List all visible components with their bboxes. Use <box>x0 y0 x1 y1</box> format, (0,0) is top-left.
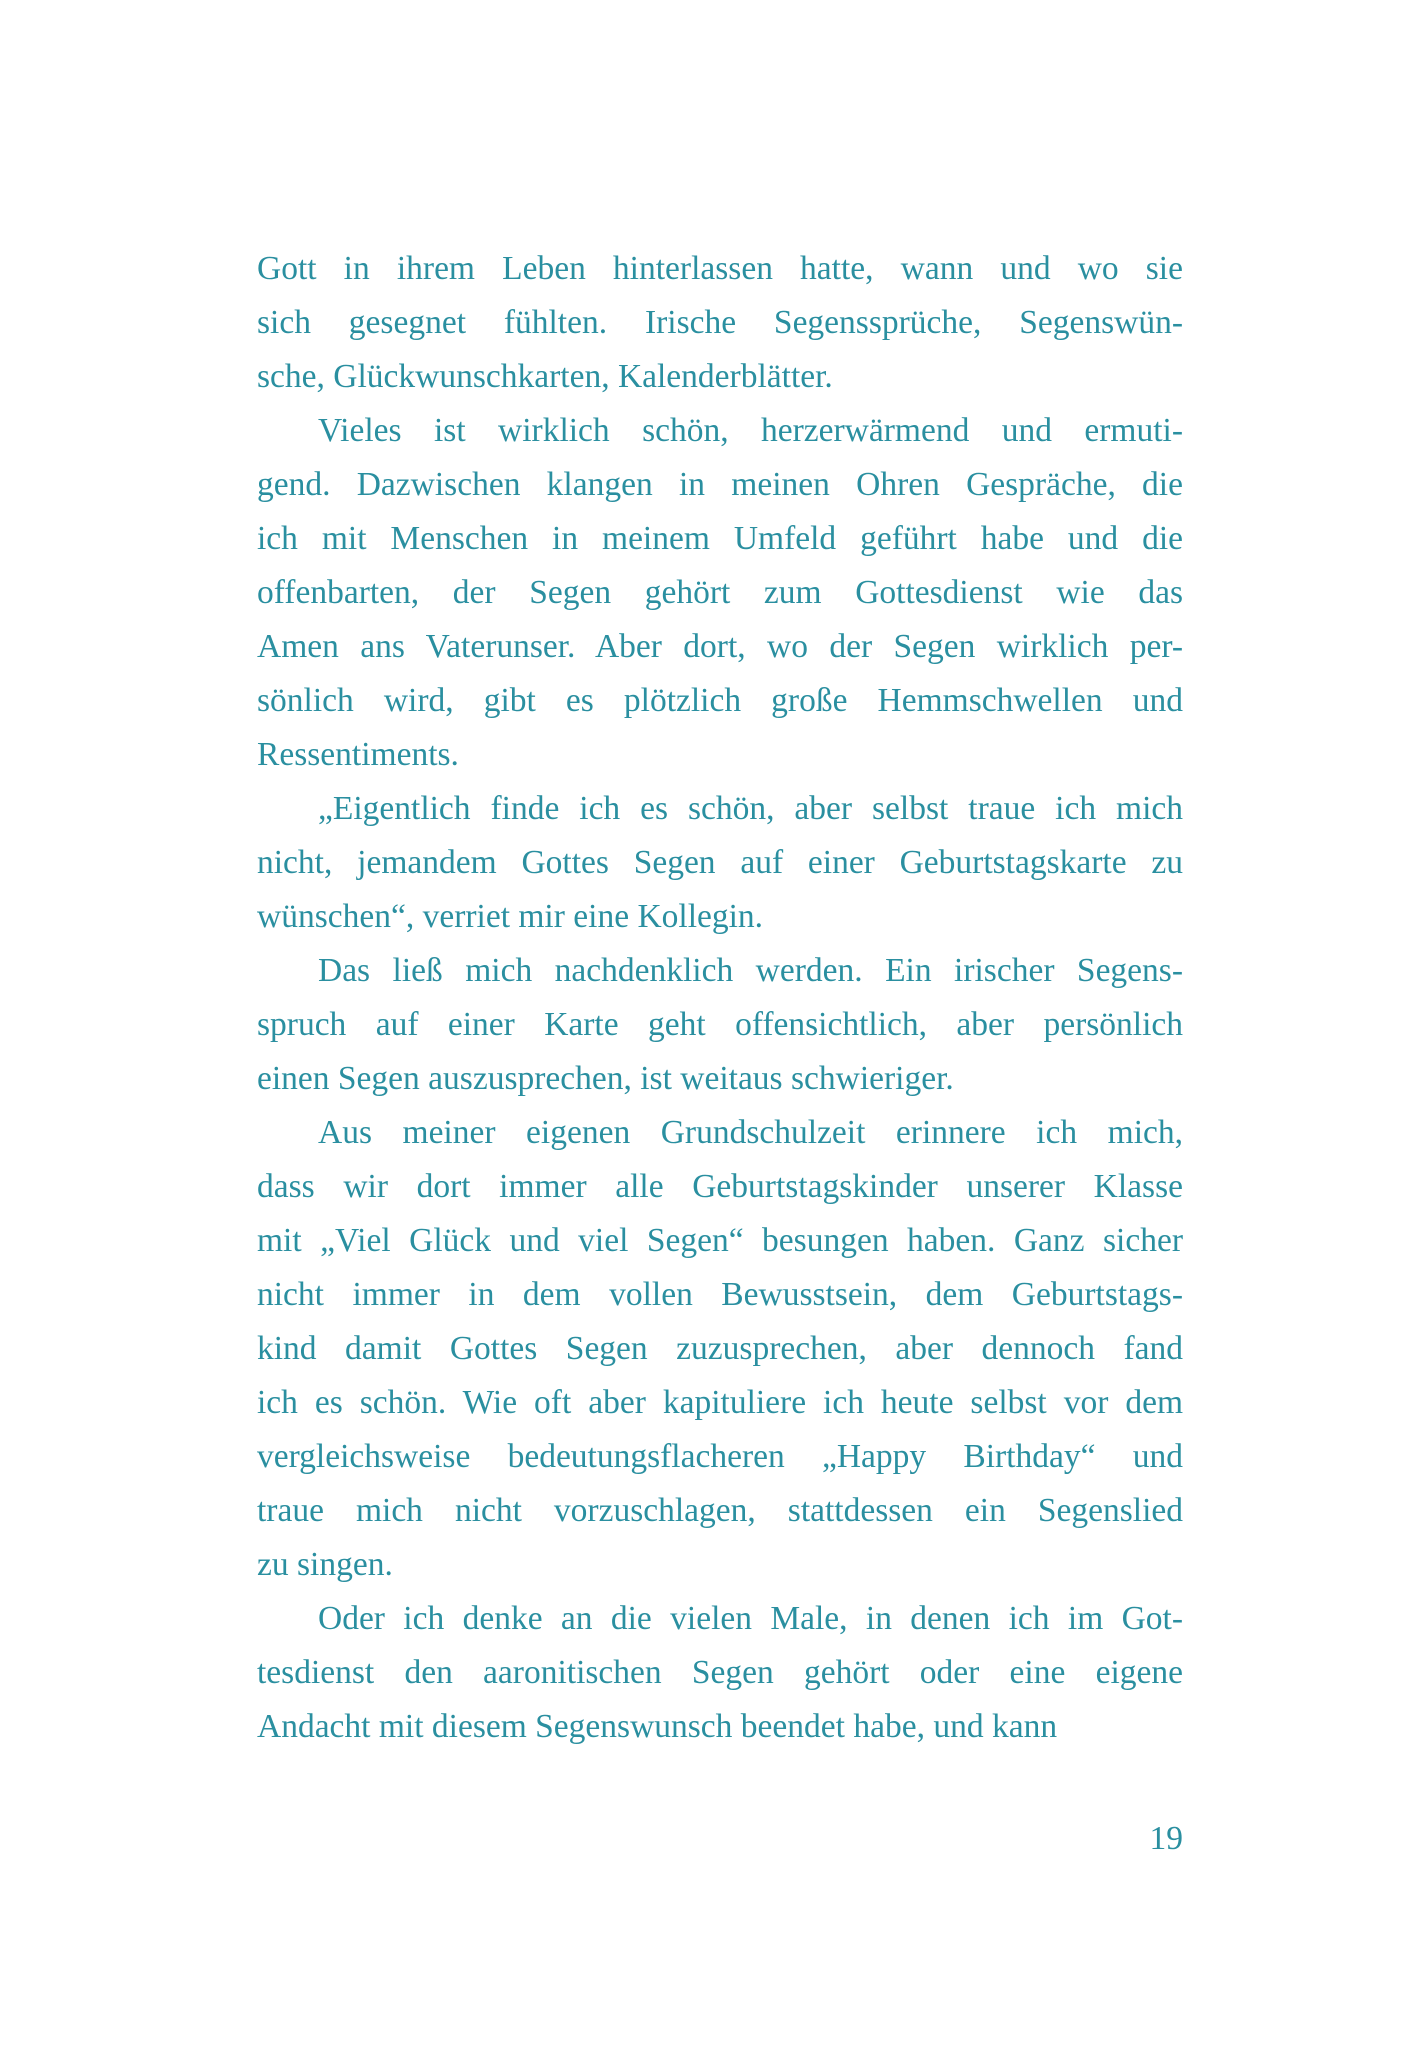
text-line: kind damit Gottes Segen zuzusprechen, aber dennoch fand <box>257 1330 1183 1367</box>
text-line: traue mich nicht vorzuschlagen, stattdessen ein Segenslied <box>257 1492 1183 1529</box>
text-line: ich mit Menschen in meinem Umfeld geführt habe und die <box>257 520 1183 557</box>
paragraph <box>257 1592 1183 1754</box>
text-line: vergleichsweise bedeutungsflacheren „Happy Birthday“ und <box>257 1438 1183 1475</box>
text-line: Vieles ist wirklich schön, herzerwärmend und ermuti- <box>318 412 1183 449</box>
text-line: Aus meiner eigenen Grundschulzeit erinnere ich mich, <box>318 1114 1183 1151</box>
text-line: Oder ich denke an die vielen Male, in denen ich im Got- <box>318 1600 1183 1637</box>
text-line: sche, Glückwunschkarten, Kalenderblätter. <box>257 358 833 395</box>
paragraph <box>257 782 1183 944</box>
text-line: nicht immer in dem vollen Bewusstsein, dem Geburtstags- <box>257 1276 1183 1313</box>
page-number: 19 <box>1149 1820 1183 1857</box>
text-line: Gott in ihrem Leben hinterlassen hatte, wann und wo sie <box>257 250 1183 287</box>
text-line: gend. Dazwischen klangen in meinen Ohren Gespräche, die <box>257 466 1183 503</box>
paragraph <box>257 242 1183 404</box>
text-line: ich es schön. Wie oft aber kapituliere ich heute selbst vor dem <box>257 1384 1183 1421</box>
text-line: wünschen“, verriet mir eine Kollegin. <box>257 898 764 935</box>
text-line: „Eigentlich finde ich es schön, aber selbst traue ich mich <box>318 790 1183 827</box>
text-line: Das ließ mich nachdenklich werden. Ein irischer Segens- <box>318 952 1183 989</box>
text-line: sich gesegnet fühlten. Irische Segenssprüche, Segenswün- <box>257 304 1183 341</box>
text-line: Ressentiments. <box>257 736 459 773</box>
text-line: Andacht mit diesem Segenswunsch beendet habe, und kann <box>257 1708 1058 1745</box>
text-line: zu singen. <box>257 1546 393 1583</box>
text-line: Amen ans Vaterunser. Aber dort, wo der Segen wirklich per- <box>257 628 1183 665</box>
paragraph <box>257 404 1183 782</box>
paragraph <box>257 944 1183 1106</box>
body-text <box>257 242 1183 1754</box>
text-line: nicht, jemandem Gottes Segen auf einer Geburtstagskarte zu <box>257 844 1183 881</box>
text-line: dass wir dort immer alle Geburtstagskinder unserer Klasse <box>257 1168 1183 1205</box>
text-line: tesdienst den aaronitischen Segen gehört oder eine eigene <box>257 1654 1183 1691</box>
paragraph <box>257 1106 1183 1592</box>
text-line: offenbarten, der Segen gehört zum Gottesdienst wie das <box>257 574 1183 611</box>
text-line: sönlich wird, gibt es plötzlich große Hemmschwellen und <box>257 682 1183 719</box>
text-line: einen Segen auszusprechen, ist weitaus schwieriger. <box>257 1060 954 1097</box>
text-line: spruch auf einer Karte geht offensichtlich, aber persönlich <box>257 1006 1183 1043</box>
text-line: mit „Viel Glück und viel Segen“ besungen haben. Ganz sicher <box>257 1222 1183 1259</box>
